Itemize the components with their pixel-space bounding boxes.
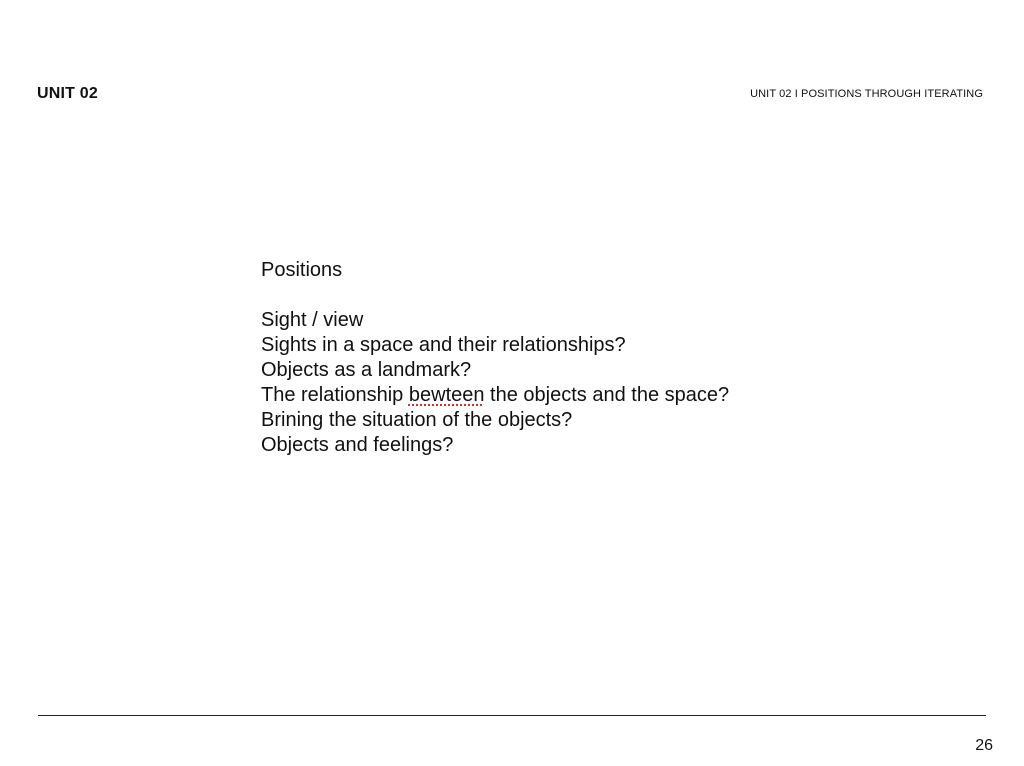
- content-line: Sights in a space and their relationships?: [261, 334, 626, 356]
- running-header: UNIT 02 I POSITIONS THROUGH ITERATING: [750, 88, 983, 100]
- content-line-part: the objects and the space?: [484, 384, 730, 406]
- page-number: 26: [975, 737, 993, 754]
- slide-content: [261, 258, 729, 458]
- content-line: Objects and feelings?: [261, 434, 454, 456]
- slide-title: Positions: [261, 259, 343, 281]
- unit-label: UNIT 02: [37, 85, 98, 102]
- content-line-part: The relationship: [261, 384, 409, 406]
- content-line: Sight / view: [261, 309, 364, 331]
- spacer: [261, 283, 729, 308]
- content-line: [261, 383, 729, 408]
- content-line: Objects as a landmark?: [261, 359, 472, 381]
- misspelled-word[interactable]: bewteen: [408, 384, 485, 406]
- content-line: Brining the situation of the objects?: [261, 409, 573, 431]
- footer-divider: [38, 715, 986, 716]
